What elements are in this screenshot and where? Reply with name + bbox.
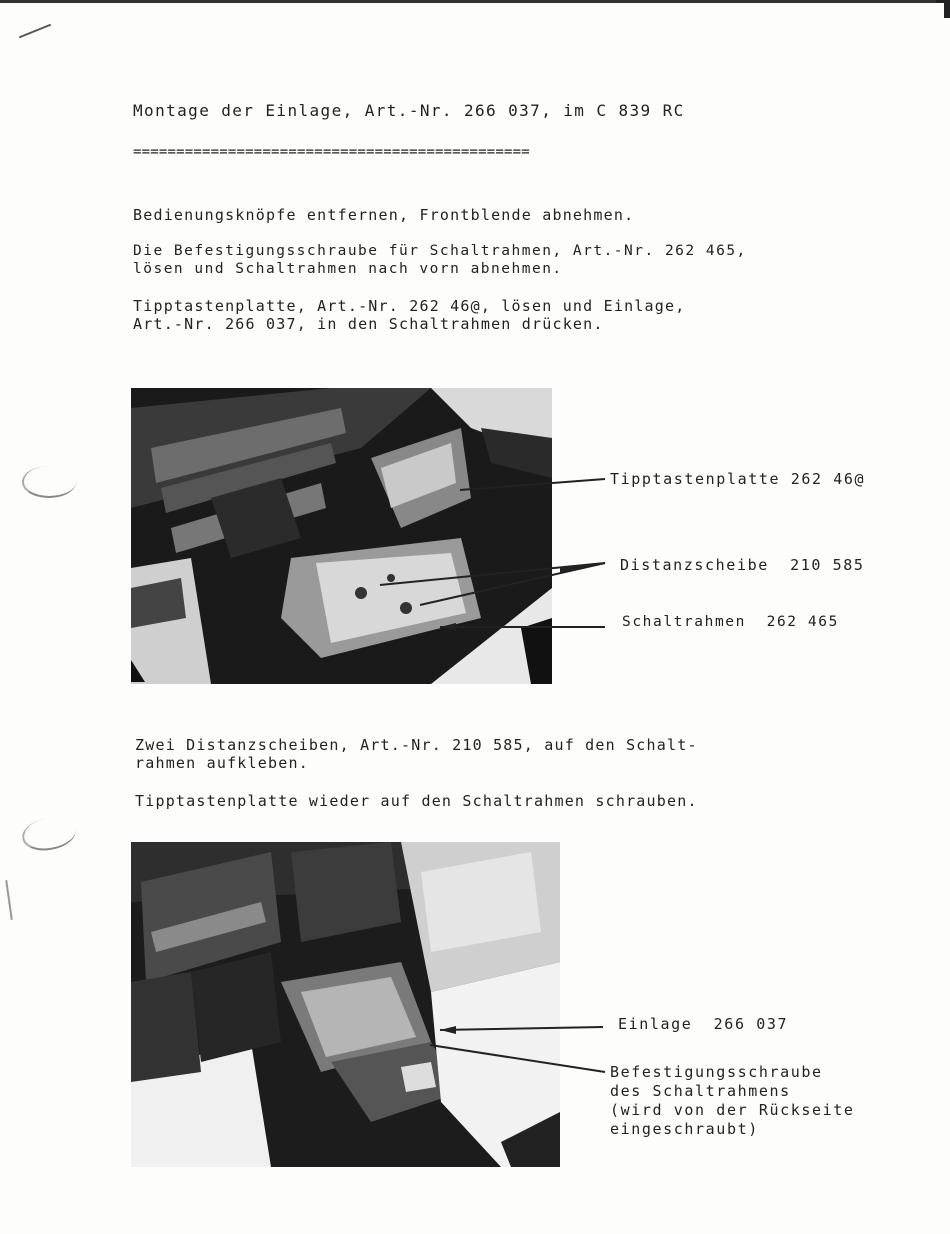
punch-hole-bottom bbox=[20, 814, 79, 855]
punch-hole-top bbox=[22, 466, 76, 498]
label-schaltrahmen: Schaltrahmen 262 465 bbox=[622, 614, 839, 630]
instruction-loosen-screw bbox=[133, 242, 747, 278]
margin-mark bbox=[5, 880, 13, 920]
label-line: eingeschraubt) bbox=[610, 1120, 759, 1138]
label-line: des Schaltrahmens bbox=[610, 1082, 791, 1100]
instruction-line: Art.-Nr. 266 037, in den Schaltrahmen drücken. bbox=[133, 315, 604, 333]
photo-figure-2-graphic bbox=[131, 842, 560, 1167]
photo-figure-2 bbox=[131, 842, 560, 1167]
staple-mark bbox=[19, 24, 51, 39]
label-distanzscheibe: Distanzscheibe 210 585 bbox=[620, 556, 865, 574]
label-line: Befestigungsschraube bbox=[610, 1063, 823, 1081]
instruction-spacers bbox=[135, 736, 698, 772]
instruction-line: rahmen aufkleben. bbox=[135, 754, 309, 772]
instruction-line: lösen und Schaltrahmen nach vorn abnehmen. bbox=[133, 261, 563, 277]
instruction-line: Tipptastenplatte, Art.-Nr. 262 46@, lösen und Einlage, bbox=[133, 297, 686, 315]
instruction-line: Zwei Distanzscheiben, Art.-Nr. 210 585, auf den Schalt- bbox=[135, 736, 698, 754]
triangle-mark-graphic bbox=[131, 660, 145, 682]
arrowhead bbox=[560, 562, 606, 574]
instruction-remove-knobs: Bedienungsknöpfe entfernen, Frontblende abnehmen. bbox=[133, 206, 635, 224]
instruction-reattach: Tipptastenplatte wieder auf den Schaltrahmen schrauben. bbox=[135, 792, 698, 810]
photo-figure-1-graphic bbox=[131, 388, 552, 684]
triangle-mark bbox=[131, 660, 145, 682]
corner-mark bbox=[944, 0, 950, 18]
photo-figure-1 bbox=[131, 388, 552, 684]
page-title: Montage der Einlage, Art.-Nr. 266 037, im C 839 RC bbox=[133, 101, 685, 120]
label-einlage: Einlage 266 037 bbox=[618, 1015, 789, 1033]
label-befestigungsschraube bbox=[610, 1063, 855, 1139]
title-underline: ============================================== bbox=[133, 144, 530, 160]
label-line: (wird von der Rückseite bbox=[610, 1101, 855, 1119]
label-tipptastenplatte: Tipptastenplatte 262 46@ bbox=[610, 470, 866, 488]
page-top-edge bbox=[0, 0, 950, 3]
instruction-insert bbox=[133, 297, 685, 333]
instruction-line: Die Befestigungsschraube für Schaltrahmen, Art.-Nr. 262 465, bbox=[133, 243, 747, 259]
